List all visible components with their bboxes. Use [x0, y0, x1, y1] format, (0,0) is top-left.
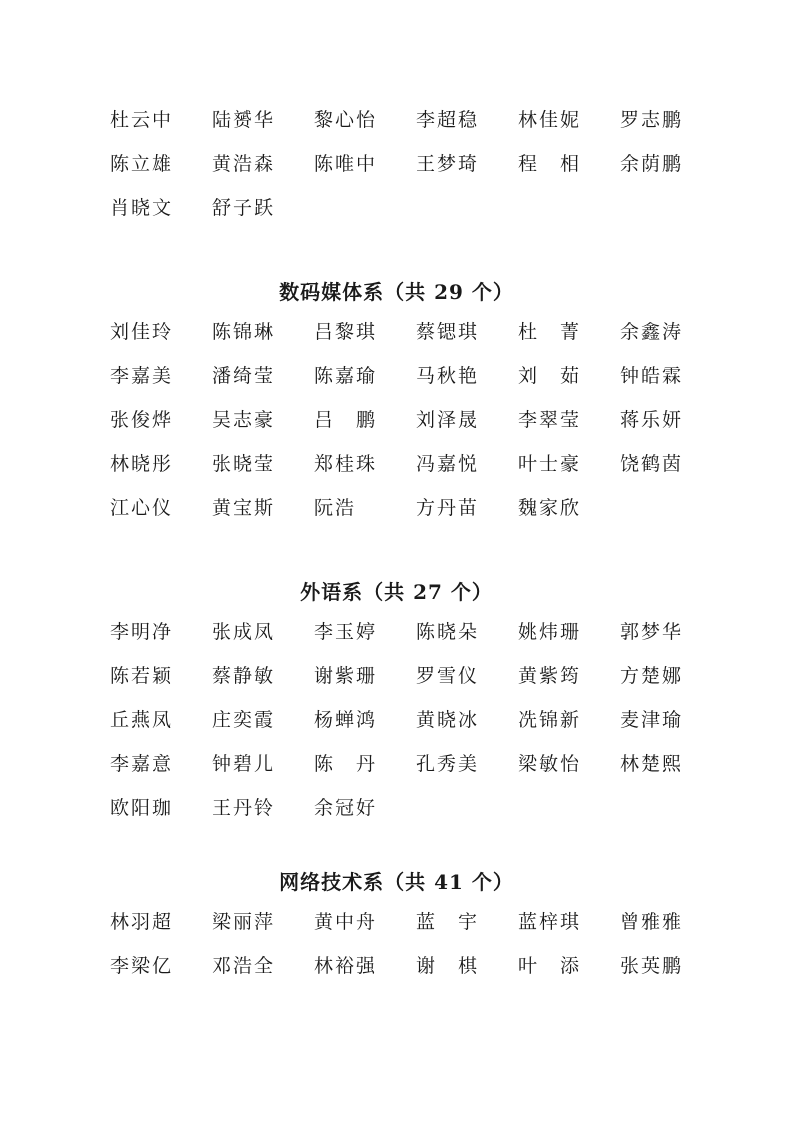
student-name: 罗志鹏 — [620, 108, 684, 131]
student-name: 王梦琦 — [416, 152, 480, 175]
student-name: 谢紫珊 — [314, 664, 378, 687]
student-name: 阮浩 — [314, 496, 357, 519]
student-name: 孔秀美 — [416, 752, 480, 775]
student-name: 李嘉意 — [110, 752, 174, 775]
student-name: 陈晓朵 — [416, 620, 480, 643]
student-name: 姚炜珊 — [518, 620, 582, 643]
student-name: 陈唯中 — [314, 152, 378, 175]
section-heading-network-tech: 网络技术系（共 41 个） — [279, 870, 514, 894]
name-row — [110, 696, 730, 740]
student-name: 陈锦琳 — [212, 320, 276, 343]
student-name: 叶 添 — [518, 954, 582, 977]
student-name: 罗雪仪 — [416, 664, 480, 687]
student-name: 蔡锶琪 — [416, 320, 480, 343]
student-name: 邓浩全 — [212, 954, 276, 977]
student-name: 肖晓文 — [110, 196, 174, 219]
student-name: 冯嘉悦 — [416, 452, 480, 475]
student-name: 黄紫筠 — [518, 664, 582, 687]
student-name: 吴志豪 — [212, 408, 276, 431]
student-name: 谢 棋 — [416, 954, 480, 977]
student-name: 庄奕霞 — [212, 708, 276, 731]
student-name: 江心仪 — [110, 496, 174, 519]
student-name: 林楚熙 — [620, 752, 684, 775]
name-row — [110, 942, 730, 986]
name-row — [110, 140, 730, 184]
name-row — [110, 784, 730, 828]
student-name: 陆赟华 — [212, 108, 276, 131]
student-name: 林羽超 — [110, 910, 174, 933]
student-name: 蓝 宇 — [416, 910, 480, 933]
student-name: 郑桂珠 — [314, 452, 378, 475]
student-name: 丘燕凤 — [110, 708, 174, 731]
student-name: 余荫鹏 — [620, 152, 684, 175]
student-name: 饶鹤茵 — [620, 452, 684, 475]
student-name: 陈若颖 — [110, 664, 174, 687]
student-name: 张英鹏 — [620, 954, 684, 977]
student-name: 刘 茹 — [518, 364, 582, 387]
section-heading-digital-media: 数码媒体系（共 29 个） — [279, 280, 514, 304]
name-list-network-tech — [110, 898, 730, 986]
student-name: 林晓彤 — [110, 452, 174, 475]
student-name: 黎心怡 — [314, 108, 378, 131]
name-list-foreign-languages — [110, 608, 730, 828]
student-name: 舒子跃 — [212, 196, 276, 219]
student-name: 王丹铃 — [212, 796, 276, 819]
student-name: 叶士豪 — [518, 452, 582, 475]
student-name: 钟碧儿 — [212, 752, 276, 775]
student-name: 麦津瑜 — [620, 708, 684, 731]
student-name: 吕黎琪 — [314, 320, 378, 343]
student-name: 钟皓霖 — [620, 364, 684, 387]
student-name: 杨蝉鸿 — [314, 708, 378, 731]
student-name: 方楚娜 — [620, 664, 684, 687]
student-name: 刘泽晟 — [416, 408, 480, 431]
student-name: 张成凤 — [212, 620, 276, 643]
student-name: 潘绮莹 — [212, 364, 276, 387]
name-row — [110, 652, 730, 696]
name-list-continued — [110, 96, 730, 228]
student-name: 方丹苗 — [416, 496, 480, 519]
student-name: 蔡静敏 — [212, 664, 276, 687]
student-name: 蓝梓琪 — [518, 910, 582, 933]
student-name: 蒋乐妍 — [620, 408, 684, 431]
student-name: 杜 菁 — [518, 320, 582, 343]
student-name: 李玉婷 — [314, 620, 378, 643]
student-name: 李嘉美 — [110, 364, 174, 387]
student-name: 李超稳 — [416, 108, 480, 131]
student-name: 林裕强 — [314, 954, 378, 977]
student-name: 吕 鹏 — [314, 408, 378, 431]
student-name: 刘佳玲 — [110, 320, 174, 343]
student-name: 郭梦华 — [620, 620, 684, 643]
student-name: 李梁亿 — [110, 954, 174, 977]
name-row — [110, 352, 730, 396]
student-name: 杜云中 — [110, 108, 174, 131]
student-name: 冼锦新 — [518, 708, 582, 731]
student-name: 欧阳珈 — [110, 796, 174, 819]
student-name: 程 相 — [518, 152, 582, 175]
student-name: 陈嘉瑜 — [314, 364, 378, 387]
student-name: 余冠好 — [314, 796, 378, 819]
student-name: 黄浩森 — [212, 152, 276, 175]
name-row — [110, 184, 730, 228]
section-heading-foreign-languages: 外语系（共 27 个） — [300, 580, 493, 604]
student-name: 魏家欣 — [518, 496, 582, 519]
student-name: 陈立雄 — [110, 152, 174, 175]
student-name: 黄中舟 — [314, 910, 378, 933]
name-row — [110, 440, 730, 484]
student-name: 余鑫涛 — [620, 320, 684, 343]
name-row — [110, 898, 730, 942]
name-row — [110, 396, 730, 440]
student-name: 梁敏怡 — [518, 752, 582, 775]
student-name: 李明净 — [110, 620, 174, 643]
student-name: 马秋艳 — [416, 364, 480, 387]
name-row — [110, 96, 730, 140]
student-name: 梁丽萍 — [212, 910, 276, 933]
student-name: 林佳妮 — [518, 108, 582, 131]
student-name: 张俊烨 — [110, 408, 174, 431]
student-name: 陈 丹 — [314, 752, 378, 775]
student-name: 张晓莹 — [212, 452, 276, 475]
name-row — [110, 308, 730, 352]
name-row — [110, 608, 730, 652]
student-name: 曾雅雅 — [620, 910, 684, 933]
student-name: 黄晓冰 — [416, 708, 480, 731]
student-name: 黄宝斯 — [212, 496, 276, 519]
name-list-digital-media — [110, 308, 730, 528]
name-row — [110, 484, 730, 528]
student-name: 李翠莹 — [518, 408, 582, 431]
name-row — [110, 740, 730, 784]
